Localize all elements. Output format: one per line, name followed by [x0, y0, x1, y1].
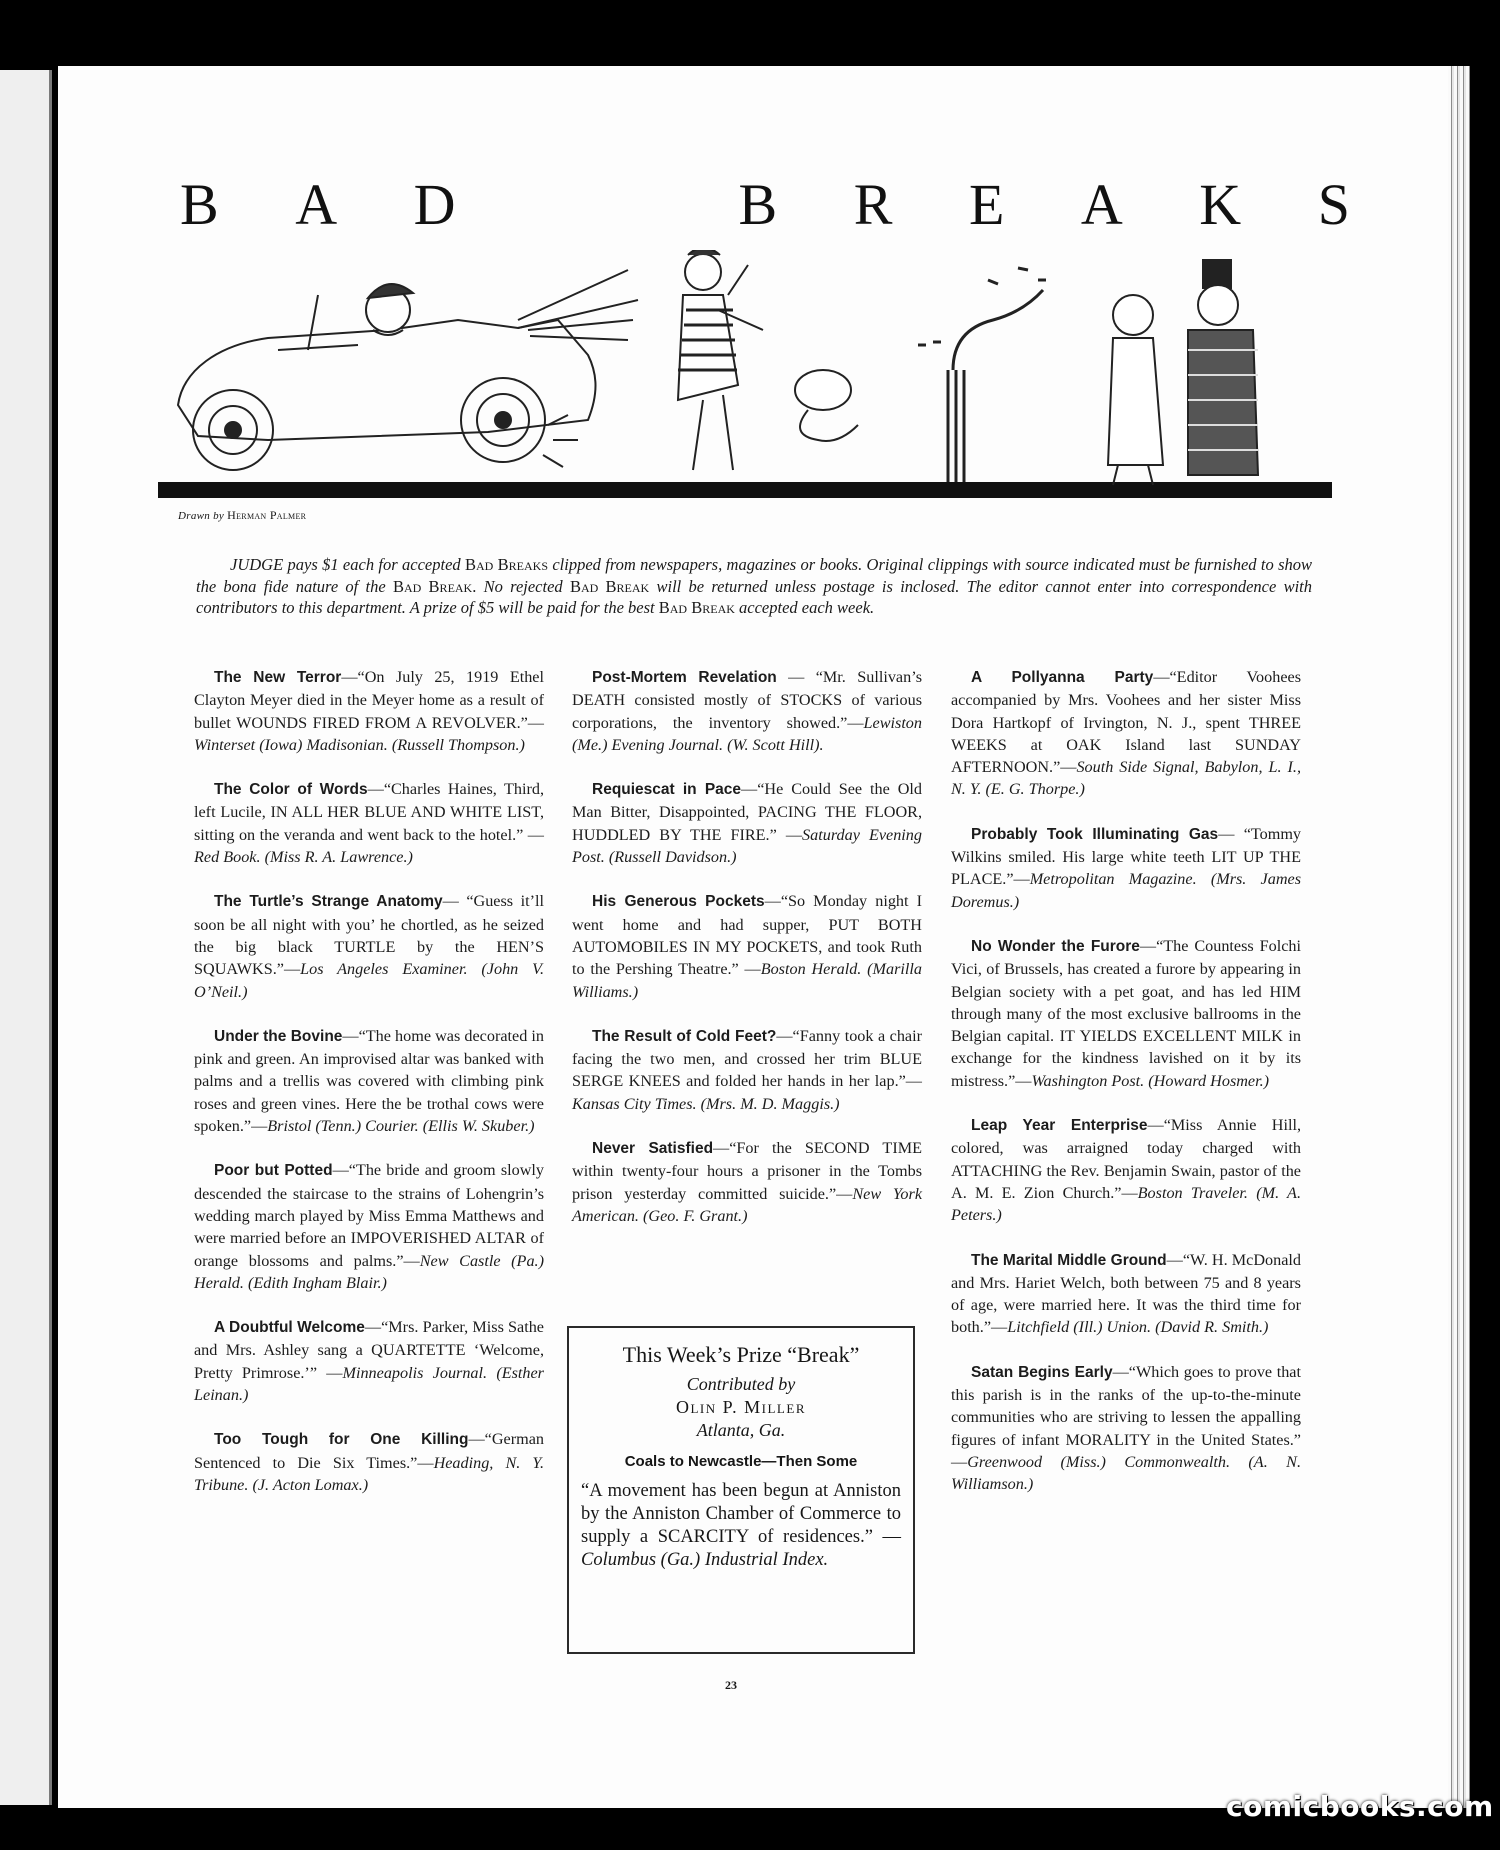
illustration-credit — [178, 508, 306, 523]
title-letter: E — [968, 172, 1005, 237]
entry-text: —“German Sentenced to Die Six Times.”— — [194, 1430, 544, 1472]
credit-artist: Herman Palmer — [227, 508, 307, 522]
page-stack-edge — [1448, 66, 1470, 1808]
entry-source: Winterset (Iowa) Madisonian. (Russell Thompson.) — [194, 735, 525, 754]
entry-source: Saturday Evening Post. (Russell Davidson.) — [572, 825, 922, 867]
facing-page-edge — [0, 70, 52, 1805]
clipping-entry — [951, 1361, 1301, 1496]
entry-source: Lewiston (Me.) Evening Journal. (W. Scott Hill). — [572, 713, 922, 754]
entry-heading: The New Terror — [214, 669, 342, 686]
entry-heading: Never Satisfied — [592, 1140, 714, 1158]
gentleman-figure — [1108, 295, 1163, 485]
intro-text: JUDGE pays $1 each for accepted — [230, 555, 461, 574]
entry-text: —“He Could See the Old Man Bitter, Disappointed, PACING THE FLOOR, HUDDLED BY THE FIRE.” — — [572, 780, 922, 844]
intro-bad-break: Bad Breaks — [464, 555, 549, 574]
entry-source: New Castle (Pa.) Herald. (Edith Ingham Blair.) — [194, 1251, 544, 1292]
intro-text: will be returned unless postage is inclosed. The editor cannot enter into correspondence with contributors to this department. A prize of $5 will be paid for the best — [196, 576, 1313, 617]
title-letter: R — [853, 172, 893, 237]
intro-text: clipped from newspapers, magazines or books. Original clippings with source indicated must be furnished to show the bona fide nature of the — [196, 555, 1312, 596]
entry-text: —“Mrs. Parker, Miss Sathe and Mrs. Ashley sang a QUARTETTE ‘Welcome, Pretty Primrose.’” — — [194, 1318, 544, 1382]
entry-text: —“The Countess Folchi Vici, of Brussels, has created a furore by appearing in Belgian society with a pet goat, and has led HIM through many of the most exclusive ballrooms in the Belgian capital. IT YIELDS EXCELLENT MILK in exchange for the kindness lavished on it by its mistress.”— — [951, 936, 1301, 1090]
entry-heading: Poor but Potted — [214, 1162, 333, 1180]
column-2 — [572, 666, 922, 1249]
entry-text: —“The home was decorated in pink and green. An improvised altar was banked with palms and a trellis was covered with climbing pink roses and green vines. Here the be trothal cows were spoken.”— — [194, 1026, 544, 1136]
entry-text: —“So Monday night I went home and had supper, PUT BOTH AUTOMOBILES IN MY POCKETS, and took Ruth to the Pershing Theatre.” — — [572, 892, 922, 979]
entry-text: —“Charles Haines, Third, left Lucile, IN ALL HER BLUE AND WHITE LIST, sitting on the veranda and went back to the hotel.” — — [194, 780, 544, 844]
entry-source: New York American. (Geo. F. Grant.) — [572, 1184, 922, 1225]
entry-source: Boston Herald. (Marilla Williams.) — [572, 960, 922, 1001]
entry-source: Boston Traveler. (M. A. Peters.) — [951, 1183, 1301, 1225]
clipping-entry — [194, 1428, 544, 1496]
entry-heading: His Generous Pockets — [592, 893, 765, 911]
entry-heading: Under the Bovine — [214, 1027, 343, 1045]
title-letter: D — [413, 172, 456, 237]
prize-title: This Week’s Prize “Break” — [622, 1342, 860, 1367]
ground-strip — [158, 482, 1332, 498]
intro-paragraph — [196, 554, 1312, 619]
entry-text: —“Miss Annie Hill, colored, was arraigned today charged with ATTACHING the Rev. Benjamin Swain, pastor of the A. M. E. Zion Church.”— — [951, 1116, 1301, 1202]
clipping-entry — [951, 935, 1301, 1092]
entry-text: — “Guess it’ll soon be all night with you’ he chortled, as he seized the big black TURTLE by the HEN’S SQUAWKS.”— — [194, 892, 544, 979]
flying-hat-figure — [795, 370, 858, 441]
entry-heading: Satan Begins Early — [971, 1363, 1113, 1381]
entry-source: South Side Signal, Babylon, L. I., N. Y. (E. G. Thorpe.) — [951, 758, 1301, 799]
clipping-entry — [951, 1249, 1301, 1339]
entry-heading: Probably Took Illuminating Gas — [971, 825, 1219, 843]
entry-source: Litchfield (Ill.) Union. (David R. Smith.) — [1007, 1318, 1269, 1337]
clipping-entry — [951, 666, 1301, 801]
entry-source: Red Book. (Miss R. A. Lawrence.) — [194, 848, 413, 867]
prize-contributed-by: Contributed by — [686, 1374, 796, 1394]
entry-text: —“Which goes to prove that this parish is in the ranks of the up-to-the-minute communities who are striving to lessen the appalling figures of infant MORALITY in the United States.” — — [951, 1362, 1301, 1471]
page-title — [180, 172, 1350, 237]
title-letter: A — [295, 172, 338, 237]
entry-source: Bristol (Tenn.) Courier. (Ellis W. Skuber.) — [267, 1117, 535, 1136]
cartoon-illustration — [158, 250, 1332, 502]
entry-text: — “Mr. Sullivan’s DEATH consisted mostly of STOCKS of various corporations, the inventory showed.”— — [572, 668, 922, 732]
entry-text: —“For the SECOND TIME within twenty-four hours a prisoner in the Tombs prison yesterday committed suicide.”— — [572, 1139, 922, 1203]
intro-text: accepted each week. — [739, 598, 875, 617]
entry-text: — “Tommy Wilkins smiled. His large white teeth LIT UP THE PLACE.”— — [951, 824, 1301, 889]
entry-heading: The Color of Words — [214, 781, 368, 799]
entry-heading: Leap Year Enterprise — [971, 1117, 1148, 1135]
title-letter: K — [1199, 172, 1242, 237]
intro-text: No rejected — [483, 576, 563, 596]
clipping-entry — [194, 1316, 544, 1406]
clipping-entry — [572, 778, 922, 868]
clipping-entry — [194, 1159, 544, 1294]
title-letter: B — [738, 172, 778, 237]
entry-source: Metropolitan Magazine. (Mrs. James Doremus.) — [951, 870, 1301, 911]
entry-heading: No Wonder the Furore — [971, 937, 1140, 955]
entry-source: Greenwood (Miss.) Commonwealth. (A. N. Williamson.) — [951, 1452, 1301, 1494]
page-number: 23 — [725, 1678, 737, 1692]
clipping-entry — [194, 890, 544, 1002]
clipping-entry — [951, 823, 1301, 913]
entry-source: Washington Post. (Howard Hosmer.) — [1031, 1071, 1270, 1090]
entry-heading: The Result of Cold Feet? — [592, 1027, 777, 1045]
clipping-entry — [194, 1025, 544, 1137]
entry-source: Kansas City Times. (Mrs. M. D. Maggis.) — [572, 1094, 840, 1113]
watermark: comicbooks.com — [1226, 1790, 1494, 1823]
prize-contributor-place: Atlanta, Ga. — [696, 1420, 786, 1440]
prize-heading: Coals to Newcastle—Then Some — [624, 1453, 858, 1470]
entry-text: —“Editor Voohees accompanied by Mrs. Voohees and her sister Miss Dora Hartkopf of Irvington, N. J., spent THREE WEEKS at OAK Island last SUNDAY AFTERNOON.”— — [951, 668, 1301, 777]
entry-source: Heading, N. Y. Tribune. (J. Acton Lomax.) — [194, 1453, 544, 1494]
intro-bad-break: Bad Break — [658, 598, 735, 617]
column-3 — [951, 666, 1301, 1518]
entry-heading: The Turtle’s Strange Anatomy — [214, 893, 443, 911]
entry-text: —“Fanny took a chair facing the two men, and crossed her trim BLUE SERGE KNEES and folded her hands in her lap.”— — [572, 1026, 923, 1091]
entry-heading: Too Tough for One Killing — [214, 1431, 469, 1449]
title-letter: A — [1080, 172, 1123, 237]
column-1 — [194, 666, 544, 1518]
entry-text: —“W. H. McDonald and Mrs. Hariet Welch, both between 75 and 8 years of age, were married here. It was the third time for both.”— — [951, 1250, 1301, 1337]
clipping-entry — [951, 1114, 1301, 1226]
title-gap — [532, 176, 662, 234]
checked-suit-figure — [1188, 260, 1258, 475]
intro-bad-break: Bad Break — [569, 576, 650, 596]
clipping-entry — [572, 890, 922, 1002]
entry-source: Los Angeles Examiner. (John V. O’Neil.) — [194, 960, 544, 1001]
clipping-entry — [572, 666, 922, 756]
prize-text — [581, 1480, 901, 1572]
entry-heading: A Pollyanna Party — [971, 669, 1154, 686]
clipping-entry — [194, 778, 544, 868]
tree-drawing — [918, 268, 1046, 482]
entry-heading: The Marital Middle Ground — [971, 1251, 1167, 1269]
clipping-entry — [194, 666, 544, 756]
clipping-entry — [572, 1025, 922, 1115]
clipping-entry — [572, 1137, 922, 1227]
prize-quote: “A movement has been begun at Anniston by the Anniston Chamber of Commerce to supply a SCARCITY of residences.” — — [581, 1481, 901, 1547]
woman-figure — [678, 250, 763, 470]
entry-text: —“On July 25, 1919 Ethel Clayton Meyer died in the Meyer home as a result of bullet WOUNDS FIRED FROM A REVOLVER.”— — [194, 668, 544, 732]
prize-box — [567, 1326, 915, 1654]
entry-heading: A Doubtful Welcome — [214, 1319, 365, 1337]
intro-bad-break: Bad Break. — [392, 576, 477, 596]
entry-heading: Post-Mortem Revelation — [592, 669, 777, 686]
title-letter: B — [180, 172, 219, 237]
entry-text: —“The bride and groom slowly descended the staircase to the strains of Lohengrin’s wedding march played by Miss Emma Matthews and were married before an IMPOVERISHED ALTAR of orange blossoms and palms.”— — [194, 1161, 544, 1270]
entry-heading: Requiescat in Pace — [592, 781, 742, 799]
entry-source: Minneapolis Journal. (Esther Leinan.) — [194, 1363, 544, 1405]
title-letter: S — [1317, 172, 1350, 237]
prize-contributor-name: Olin P. Miller — [675, 1397, 806, 1417]
prize-source: Columbus (Ga.) Industrial Index. — [581, 1550, 829, 1570]
credit-prefix: Drawn by — [178, 510, 225, 522]
